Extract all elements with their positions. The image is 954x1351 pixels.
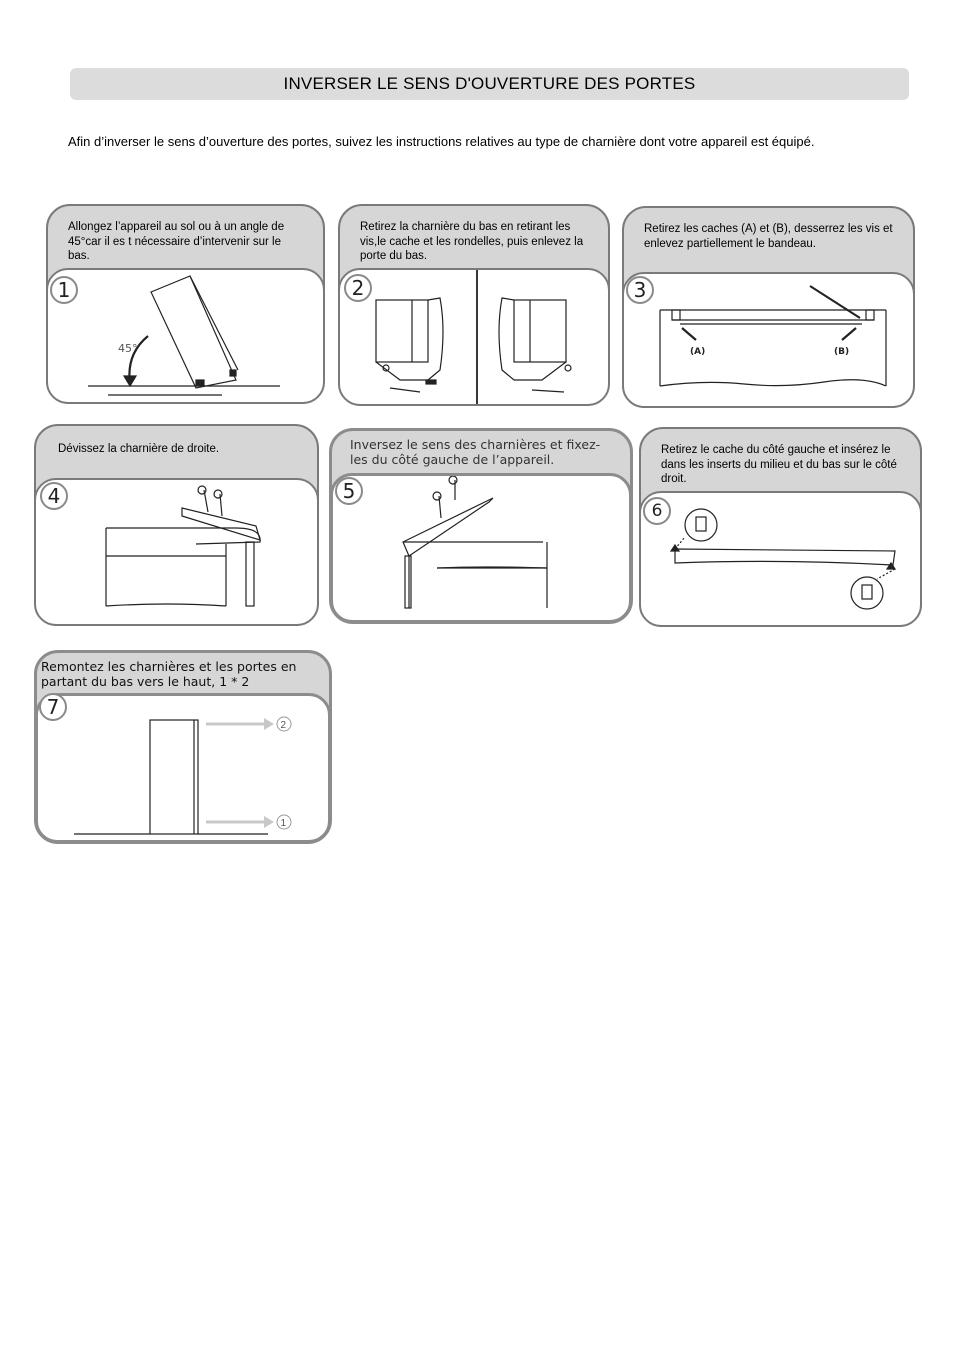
step-3-card [622, 206, 915, 408]
label-a: (A) [690, 347, 706, 357]
step-1-card [46, 204, 325, 404]
step-4-illustration [36, 480, 319, 626]
step-7-illustration-panel [35, 693, 331, 843]
step-5-number: 5 [335, 477, 363, 505]
step-7-card [34, 650, 332, 844]
page-title: INVERSER LE SENS D'OUVERTURE DES PORTES [70, 68, 909, 100]
step-2-illustration-panel [338, 268, 610, 406]
marker-2: 2 [280, 720, 287, 731]
step-2-number: 2 [344, 274, 372, 302]
step-4-number: 4 [40, 482, 68, 510]
step-4-caption: Dévissez la charnière de droite. [58, 443, 220, 455]
step-5-illustration-panel [330, 473, 632, 623]
step-1-number: 1 [50, 276, 78, 304]
step-5-card [329, 428, 633, 624]
step-2-illustration [340, 270, 610, 406]
step-7-number: 7 [39, 693, 67, 721]
step-3-number: 3 [626, 276, 654, 304]
step-1-illustration [48, 270, 325, 404]
step-2-caption: Retirez la charnière du bas en retirant les vis,le cache et les rondelles, puis enlevez la porte du bas. [360, 221, 584, 262]
step-7-illustration [38, 696, 331, 843]
step-6-card [639, 427, 922, 627]
angle-label: 45° [118, 342, 138, 355]
step-4-card [34, 424, 319, 626]
label-b: (B) [834, 347, 850, 357]
step-6-illustration-panel [639, 491, 922, 627]
step-7-caption: Remontez les charnières et les portes en partant du bas vers le haut, 1 * 2 [41, 659, 297, 689]
step-3-caption: Retirez les caches (A) et (B), desserrez les vis et enlevez partiellement le bandeau. [644, 223, 893, 250]
step-6-caption: Retirez le cache du côté gauche et insérez le dans les inserts du milieu et du bas sur le côté droit. [661, 444, 897, 485]
step-3-illustration [624, 274, 915, 408]
step-1-illustration-panel [46, 268, 325, 404]
step-5-caption: Inversez le sens des charnières et fixez-les du côté gauche de l’appareil. [350, 437, 601, 467]
step-6-illustration [641, 493, 922, 627]
step-6-number: 6 [643, 497, 671, 525]
step-5-illustration [333, 476, 632, 623]
step-4-illustration-panel [34, 478, 319, 626]
step-3-illustration-panel [622, 272, 915, 408]
step-2-card [338, 204, 610, 406]
step-1-caption: Allongez l’appareil au sol ou à un angle de 45°car il es t nécessaire d’intervenir sur le bas. [68, 221, 285, 262]
marker-1: 1 [280, 818, 287, 829]
intro-text: Afin d’inverser le sens d’ouverture des portes, suivez les instructions relatives au type de charnière dont votre appareil est équipé. [68, 134, 815, 149]
